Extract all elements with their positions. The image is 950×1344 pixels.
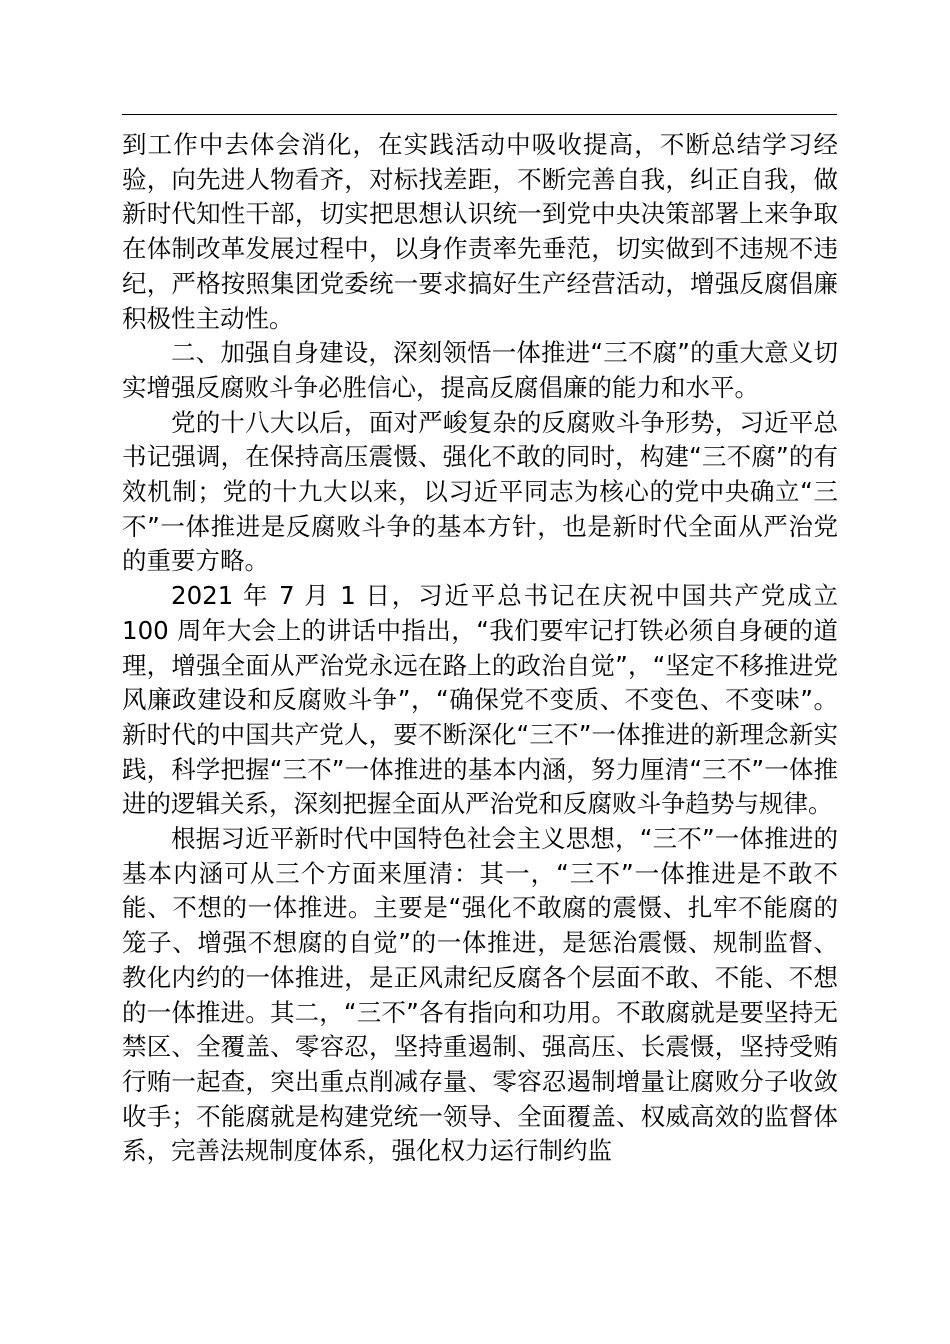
header-divider [122,114,837,115]
paragraph: 根据习近平新时代中国特色社会主义思想，“三不”一体推进的基本内涵可从三个方面来厘清：其一，“三不”一体推进是不敢不能、不想的一体推进。主要是“强化不敢腐的震慑、扎牢不能腐的笼子、增强不想腐的自觉”的一体推进，是惩治震慑、规制监督、教化内约的一体推进，是正风肃纪反腐各个层面不敢、不能、不想的一体推进。其二，“三不”各有指向和功用。不敢腐就是要坚持无禁区、全覆盖、零容忍，坚持重遏制、强高压、长震慑，坚持受贿行贿一起查，突出重点削减存量、零容忍遏制增量让腐败分子收敛收手；不能腐就是构建党统一领导、全面覆盖、权威高效的监督体系，完善法规制度体系，强化权力运行制约监 [122,824,838,1166]
paragraph: 2021 年 7 月 1 日，习近平总书记在庆祝中国共产党成立 100 周年大会上的讲话中指出，“我们要牢记打铁必须自身硬的道理，增强全面从严治党永远在路上的政治自觉”，“坚定不移推进党风廉政建设和反腐败斗争”，“确保党不变质、不变色、不变味”。新时代的中国共产党人，要不断深化“三不”一体推进的新理念新实践，科学把握“三不”一体推进的基本内涵，努力厘清“三不”一体推进的逻辑关系，深刻把握全面从严治党和反腐败斗争趋势与规律。 [122,581,838,819]
paragraph: 党的十八大以后，面对严峻复杂的反腐败斗争形势，习近平总书记强调，在保持高压震慑、强化不敢的同时，构建“三不腐”的有效机制；党的十九大以来，以习近平同志为核心的党中央确立“三不”一体推进是反腐败斗争的基本方针，也是新时代全面从严治党的重要方略。 [122,407,838,576]
paragraph: 二、加强自身建设，深刻领悟一体推进“三不腐”的重大意义切实增强反腐败斗争必胜信心，提高反腐倡廉的能力和水平。 [122,338,838,402]
document-body [122,128,838,1169]
paragraph: 到工作中去体会消化，在实践活动中吸收提高，不断总结学习经验，向先进人物看齐，对标找差距，不断完善自我，纠正自我，做新时代知性干部，切实把思想认识统一到党中央决策部署上来争取在体制改革发展过程中，以身作责率先垂范，切实做到不违规不违纪，严格按照集团党委统一要求搞好生产经营活动，增强反腐倡廉积极性主动性。 [122,130,838,333]
